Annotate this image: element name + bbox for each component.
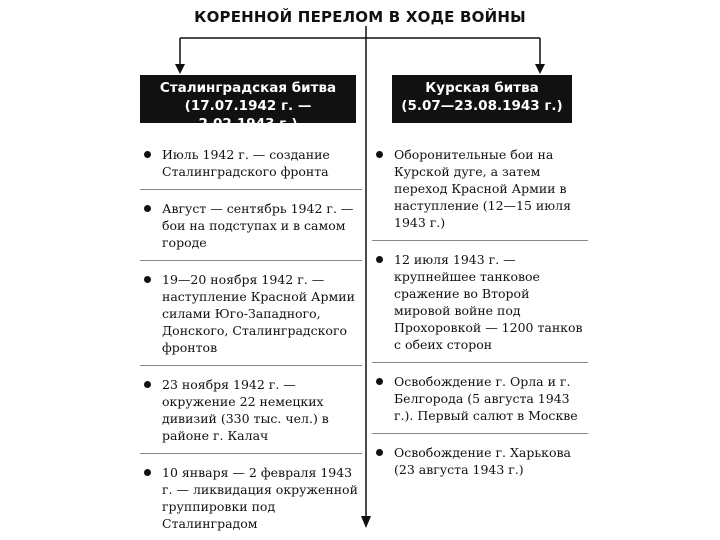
divider — [140, 260, 362, 261]
stalingrad-event — [140, 376, 362, 444]
stalingrad-events-list — [140, 146, 362, 532]
bullet-icon — [144, 276, 151, 283]
event-text: Освобождение г. Харькова (23 августа 1943 г.) — [394, 445, 571, 477]
divider — [140, 365, 362, 366]
kursk-event — [372, 146, 588, 231]
kursk-header — [392, 75, 572, 123]
kursk-event — [372, 373, 588, 424]
bullet-icon — [144, 469, 151, 476]
event-text: Июль 1942 г. — создание Сталинградского фронта — [162, 147, 330, 179]
center-arrow-head — [361, 516, 371, 528]
stalingrad-event — [140, 271, 362, 356]
event-text: 12 июля 1943 г. — крупнейшее танковое сражение во Второй мировой войне под Прохоровкой — 1200 танков с обеих сторон — [394, 252, 583, 352]
right-arrow-head — [535, 64, 545, 74]
bullet-icon — [376, 256, 383, 263]
kursk-event — [372, 251, 588, 353]
kursk-header-dates: (5.07—23.08.1943 г.) — [401, 98, 563, 114]
stalingrad-event — [140, 464, 362, 532]
stalingrad-header — [140, 75, 356, 132]
stalingrad-header-name: Сталинградская битва — [159, 80, 337, 96]
kursk-events-list — [372, 146, 588, 478]
stalingrad-event — [140, 200, 362, 251]
bullet-icon — [376, 151, 383, 158]
left-arrow-head — [175, 64, 185, 74]
divider — [140, 189, 362, 190]
kursk-header-name: Курская битва — [425, 80, 539, 96]
event-text: Оборонительные бои на Курской дуге, а затем переход Красной Армии в наступление (12—15 июля 1943 г.) — [394, 147, 571, 230]
divider — [372, 362, 588, 363]
divider — [372, 240, 588, 241]
event-text: 10 января — 2 февраля 1943 г. — ликвидация окруженной группировки под Сталинградом — [162, 465, 358, 531]
bullet-icon — [144, 151, 151, 158]
diagram-title: КОРЕННОЙ ПЕРЕЛОМ В ХОДЕ ВОЙНЫ — [194, 8, 526, 26]
bullet-icon — [376, 378, 383, 385]
divider — [140, 453, 362, 454]
bullet-icon — [376, 449, 383, 456]
stalingrad-header-dates: (17.07.1942 г. — 2.02.1943 г.) — [184, 98, 312, 132]
kursk-event — [372, 444, 588, 478]
stalingrad-event — [140, 146, 362, 180]
event-text: Освобождение г. Орла и г. Белгорода (5 августа 1943 г.). Первый салют в Москве — [394, 374, 578, 423]
event-text: 19—20 ноября 1942 г. — наступление Красной Армии силами Юго-Западного, Донского, Сталинградского фронтов — [162, 272, 355, 355]
bullet-icon — [144, 381, 151, 388]
event-text: Август — сентябрь 1942 г. — бои на подступах и в самом городе — [162, 201, 354, 250]
bullet-icon — [144, 205, 151, 212]
divider — [372, 433, 588, 434]
event-text: 23 ноября 1942 г. — окружение 22 немецких дивизий (330 тыс. чел.) в районе г. Калач — [162, 377, 329, 443]
